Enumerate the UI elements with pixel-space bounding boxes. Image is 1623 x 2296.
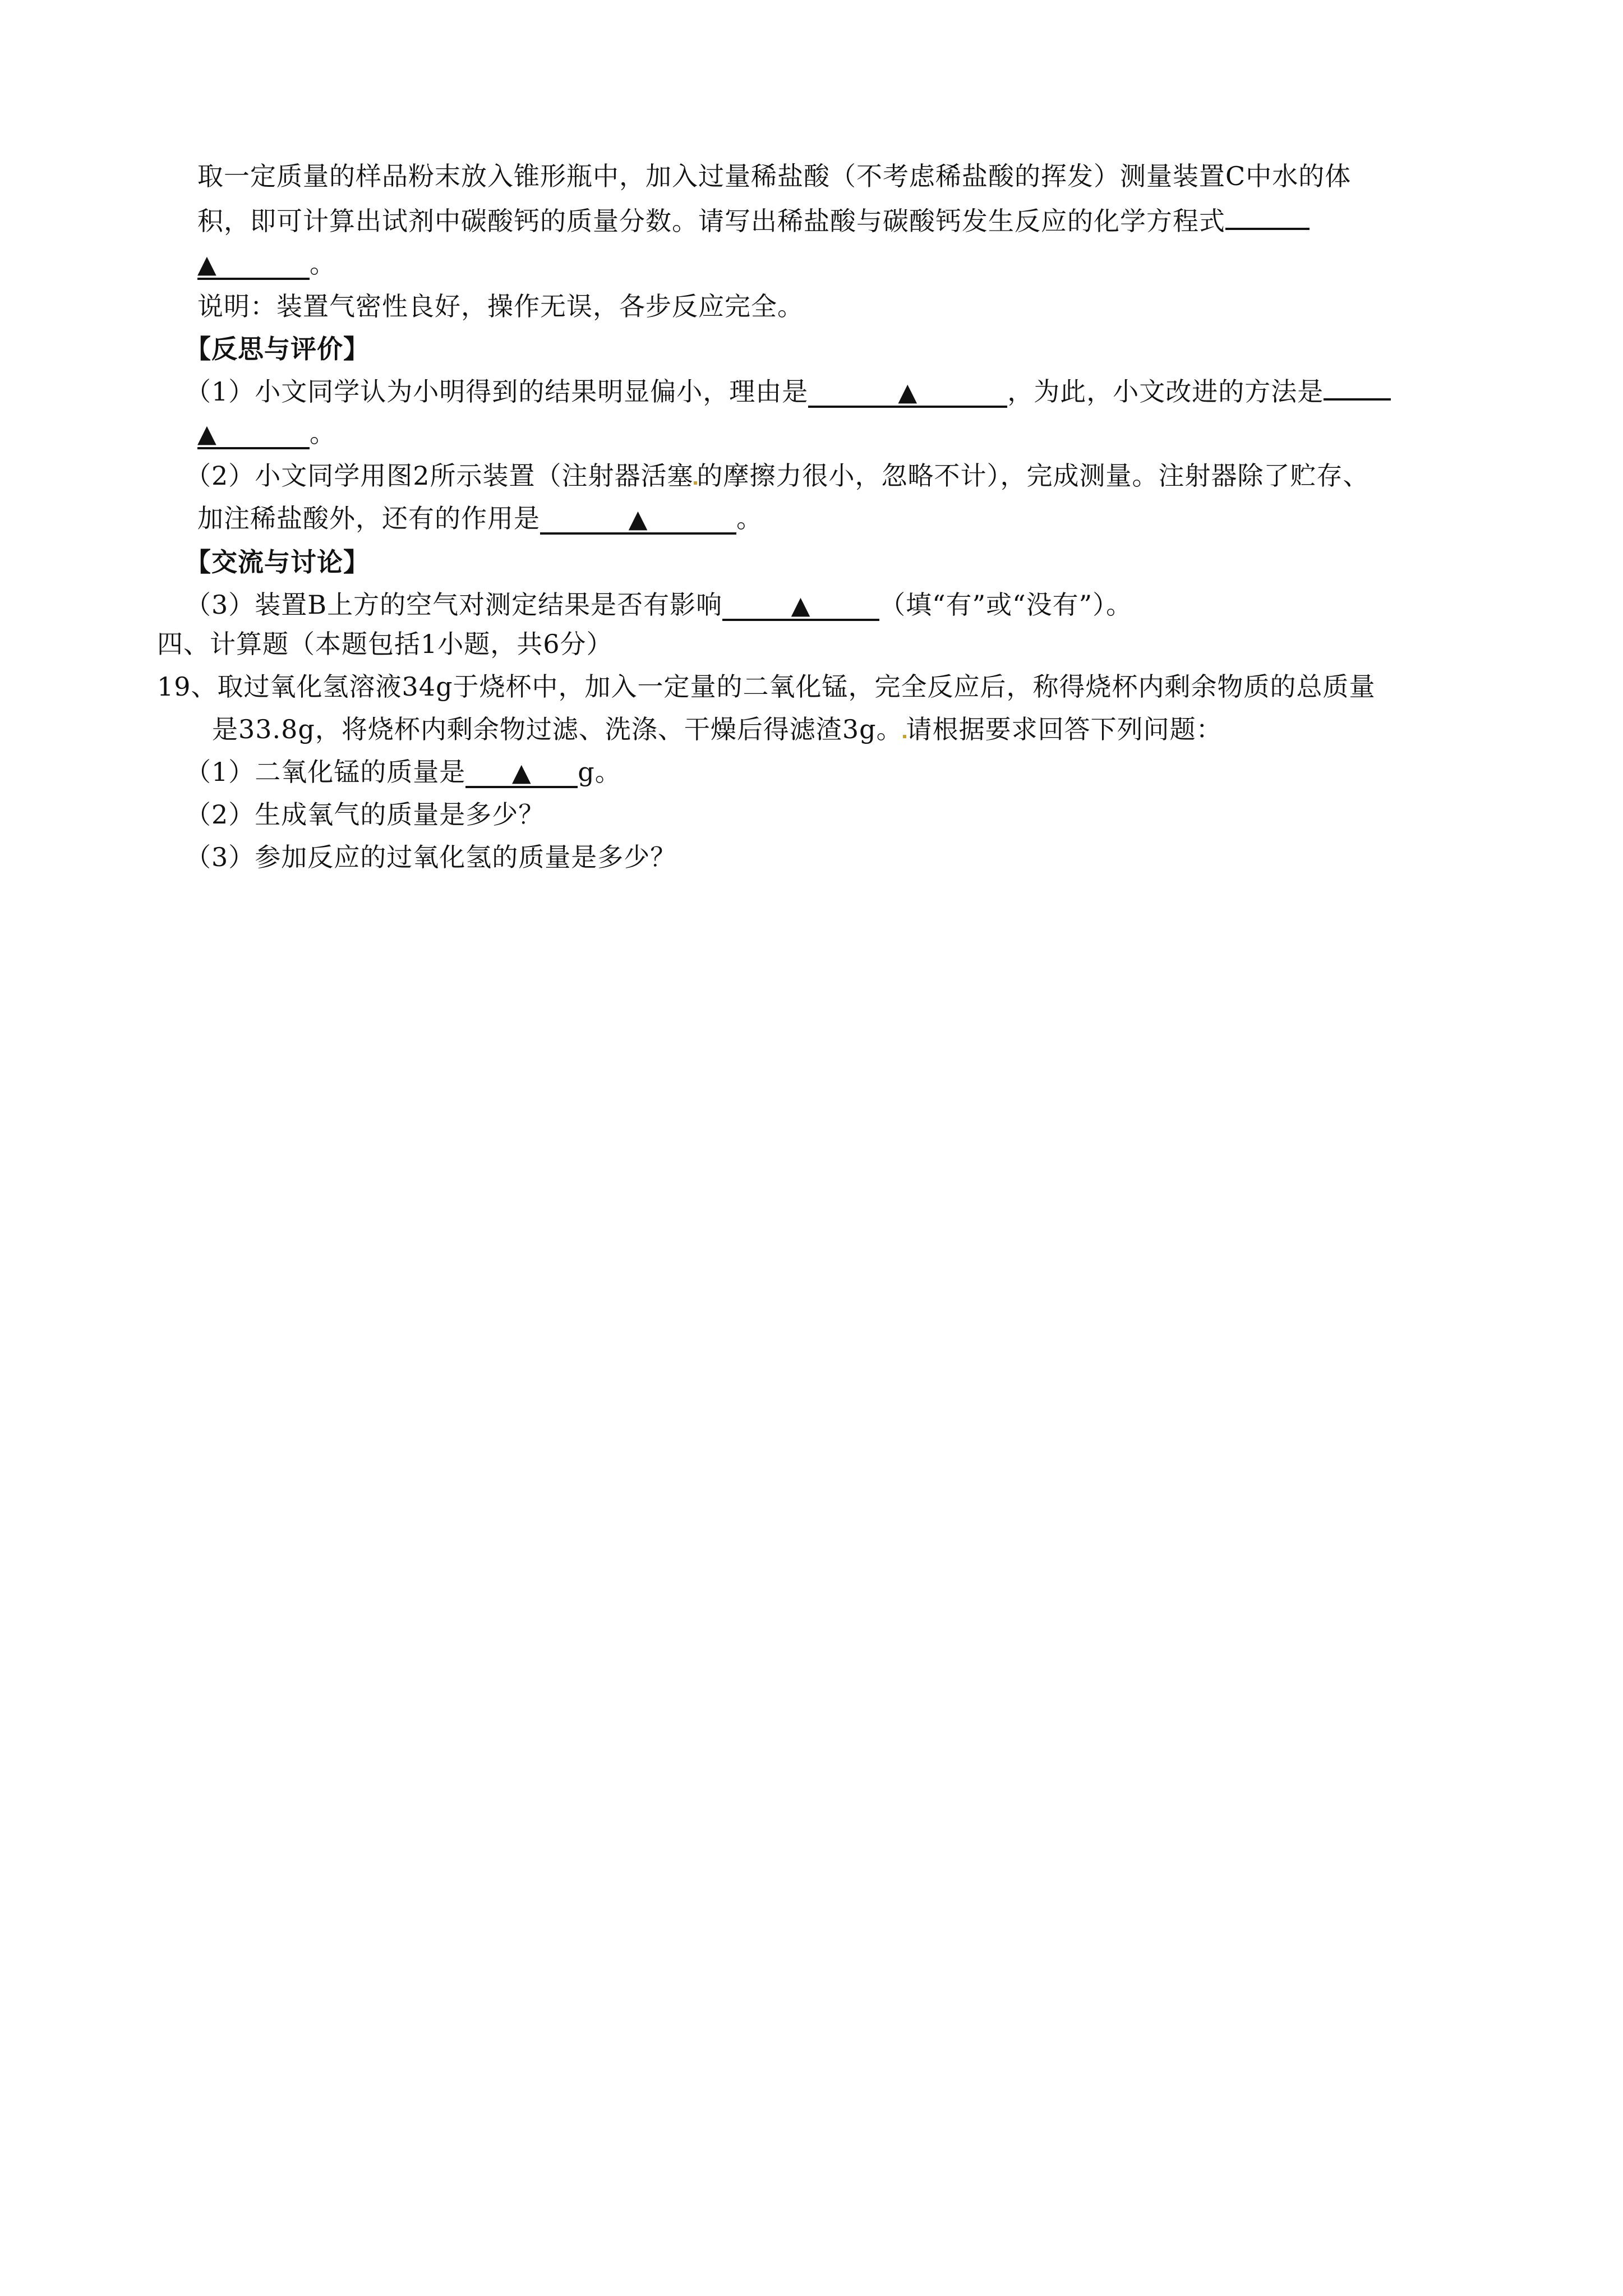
section-heading: [185, 329, 370, 369]
text: 请根据要求回答下列问题：: [906, 714, 1223, 744]
text: （2）生成氧气的质量是多少？: [185, 799, 545, 830]
question-line: [185, 370, 1391, 412]
text: （1）小文同学认为小明得到的结果明显偏小，理由是: [185, 376, 809, 407]
answer-blank[interactable]: [1324, 370, 1391, 401]
question-line: [185, 752, 621, 792]
text: g。: [578, 757, 621, 787]
text: （2）小文同学用图2所示装置（注射器活塞: [185, 461, 694, 491]
text: 说明：装置气密性良好，操作无误，各步反应完全。: [197, 291, 804, 321]
text: 积，即可计算出试剂中碳酸钙的质量分数。请写出稀盐酸与碳酸钙发生反应的化学方程式: [197, 206, 1225, 236]
paragraph-line: [197, 286, 804, 326]
answer-blank[interactable]: [197, 419, 310, 449]
text: 。: [310, 249, 336, 279]
text: （1）二氧化锰的质量是: [185, 757, 466, 787]
triangle-marker-icon: ▲: [791, 591, 811, 620]
paragraph-line: [197, 156, 1351, 196]
paragraph-line: [197, 243, 336, 284]
question-line: [212, 709, 1223, 749]
text: （3）装置B上方的空气对测定结果是否有影响: [185, 590, 723, 620]
triangle-marker-icon: ▲: [197, 420, 217, 448]
answer-blank[interactable]: [465, 758, 578, 788]
question-line: [185, 837, 676, 877]
text: （填“有”或“没有”）。: [879, 590, 1133, 620]
section-title-text: 四、计算题（本题包括1小题，共6分）: [157, 629, 613, 659]
answer-blank[interactable]: [197, 250, 310, 280]
question-line: [197, 413, 336, 453]
question-line: [185, 455, 1370, 496]
answer-blank[interactable]: [722, 591, 879, 621]
text: 19、取过氧化氢溶液34g于烧杯中，加入一定量的二氧化锰，完全反应后，称得烧杯内剩余物质的总质量: [157, 671, 1376, 702]
answer-blank[interactable]: [808, 378, 1007, 408]
text: ，为此，小文改进的方法是: [1007, 376, 1324, 407]
section-heading: [185, 542, 370, 582]
text: 。: [736, 503, 763, 533]
triangle-marker-icon: ▲: [511, 758, 532, 787]
question-line: [185, 794, 545, 835]
question-line: [157, 666, 1376, 707]
triangle-marker-icon: ▲: [197, 250, 217, 279]
heading-text: 【交流与讨论】: [185, 547, 370, 577]
text: （3）参加反应的过氧化氢的质量是多少？: [185, 842, 677, 872]
text: 是33.8g，将烧杯内剩余物过滤、洗涤、干燥后得滤渣3g。: [212, 714, 903, 744]
triangle-marker-icon: ▲: [898, 378, 918, 407]
answer-blank[interactable]: [540, 504, 736, 535]
question-line: [197, 498, 763, 539]
answer-blank[interactable]: [1225, 200, 1310, 230]
heading-text: 【反思与评价】: [185, 334, 370, 364]
text: 取一定质量的样品粉末放入锥形瓶中，加入过量稀盐酸（不考虑稀盐酸的挥发）测量装置C中水的体: [197, 161, 1352, 191]
text: 。: [310, 418, 336, 448]
section-title: [157, 624, 613, 664]
text: 加注稀盐酸外，还有的作用是: [197, 503, 540, 533]
triangle-marker-icon: ▲: [628, 505, 648, 533]
paragraph-line: [197, 200, 1310, 241]
question-line: [185, 585, 1132, 625]
text: 的摩擦力很小，忽略不计），完成测量。注射器除了贮存、: [697, 461, 1370, 491]
